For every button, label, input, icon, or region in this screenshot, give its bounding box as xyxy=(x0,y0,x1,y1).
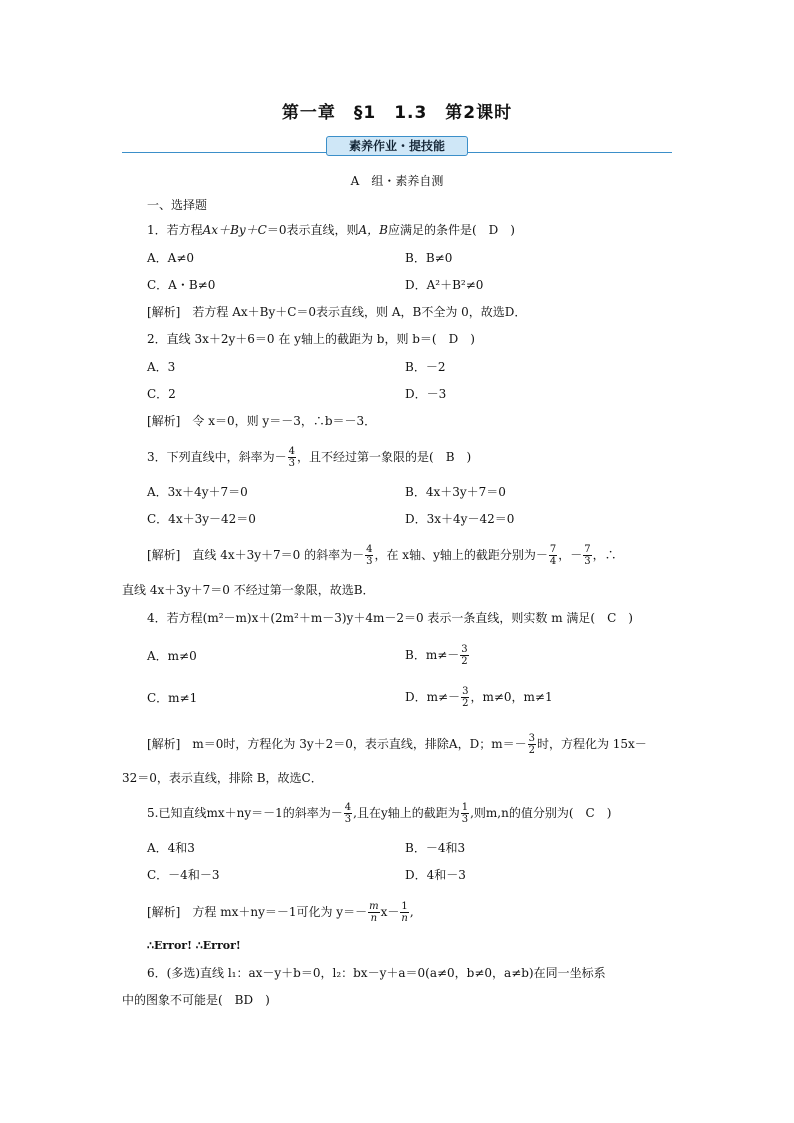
q2-explain: [解析] 令 x＝0，则 y＝－3，∴b＝－3． xyxy=(147,414,377,428)
q4-explain: [解析] m＝0时，方程化为 3y＋2＝0，表示直线，排除A，D；m＝－ $\frac{3}{2}$ 时，方程化为 15x－ xyxy=(147,733,647,756)
section-label: 一、选择题 xyxy=(147,198,208,212)
q1-explain: [解析] 若方程 Ax＋By＋C＝0表示直线，则 A，B不全为 0，故选D． xyxy=(147,305,527,319)
q3-explain-line2: 直线 4x＋3y＋7＝0 不经过第一象限，故选B． xyxy=(122,583,375,597)
q3-stem: 3．下列直线中，斜率为－ $\frac{4}{3}$ ，且不经过第一象限的是( B ) xyxy=(147,446,472,469)
q5-explain: [解析] 方程 mx＋ny＝－1可化为 y＝－ $\frac{m}{n}$ x－ $\frac{1}{n}$ , xyxy=(147,901,414,924)
q3-option-d: D．3x＋4y－42＝0 xyxy=(405,512,515,526)
q3-explain: [解析] 直线 4x＋3y＋7＝0 的斜率为－ $\frac{4}{3}$ ，在 x轴、y轴上的截距分别为－ $\frac{7}{4}$ ，－ $\frac{7}{3}$ ，∴ xyxy=(147,544,617,567)
q4-stem: 4．若方程(m²－m)x＋(2m²＋m－3)y＋4m－2＝0 表示一条直线，则实数 m 满足( C ) xyxy=(147,611,633,625)
banner-label: 素养作业・提技能 xyxy=(326,136,468,156)
q4-option-d: D．m≠－ $\frac{3}{2}$ ，m≠0，m≠1 xyxy=(405,686,553,709)
q3-option-a: A．3x＋4y＋7＝0 xyxy=(147,485,248,499)
q6-stem-line1: 6．(多选)直线 l₁：ax－y＋b＝0，l₂：bx－y＋a＝0(a≠0，b≠0，a≠b)在同一坐标系 xyxy=(147,966,606,980)
page-title: 第一章 §1 1.3 第2课时 xyxy=(281,103,513,123)
q5-option-a: A．4和3 xyxy=(147,841,195,855)
q1-option-d: D．A²＋B²≠0 xyxy=(405,278,484,292)
q2-option-d: D．－3 xyxy=(405,387,447,401)
q1-option-b: B．B≠0 xyxy=(405,251,453,265)
q1-stem: 1．若方程Ax＋By＋C＝0表示直线，则A，B应满足的条件是( D ) xyxy=(147,223,515,237)
q2-option-a: A．3 xyxy=(147,360,176,374)
q4-option-a: A．m≠0 xyxy=(147,649,197,663)
q5-option-b: B．－4和3 xyxy=(405,841,466,855)
fraction: $\frac{4}{3}$ xyxy=(288,446,296,469)
q4-option-c: C．m≠1 xyxy=(147,691,198,705)
q5-option-d: D．4和－3 xyxy=(405,868,466,882)
q6-stem-line2: 中的图象不可能是( BD ) xyxy=(122,993,270,1007)
q5-option-c: C．－4和－3 xyxy=(147,868,220,882)
q3-option-c: C．4x＋3y－42＝0 xyxy=(147,512,256,526)
q2-stem: 2．直线 3x＋2y＋6＝0 在 y轴上的截距为 b，则 b＝( D ) xyxy=(147,332,475,346)
q4-explain-line2: 32＝0，表示直线，排除 B，故选C． xyxy=(122,771,323,785)
q4-option-b: B．m≠－ $\frac{3}{2}$ xyxy=(405,644,468,667)
group-label: A 组・素养自测 xyxy=(350,174,444,188)
q1-option-c: C．A・B≠0 xyxy=(147,278,216,292)
q1-option-a: A．A≠0 xyxy=(147,251,195,265)
q5-error-line: ∴Error! ∴Error! xyxy=(147,939,241,952)
q3-option-b: B．4x＋3y＋7＝0 xyxy=(405,485,506,499)
q2-option-b: B．－2 xyxy=(405,360,446,374)
q5-stem: 5.已知直线mx＋ny＝－1的斜率为－ $\frac{4}{3}$ ,且在y轴上的截距为 $\frac{1}{3}$ ,则m,n的值分别为( C ) xyxy=(147,802,612,825)
q2-option-c: C．2 xyxy=(147,387,176,401)
